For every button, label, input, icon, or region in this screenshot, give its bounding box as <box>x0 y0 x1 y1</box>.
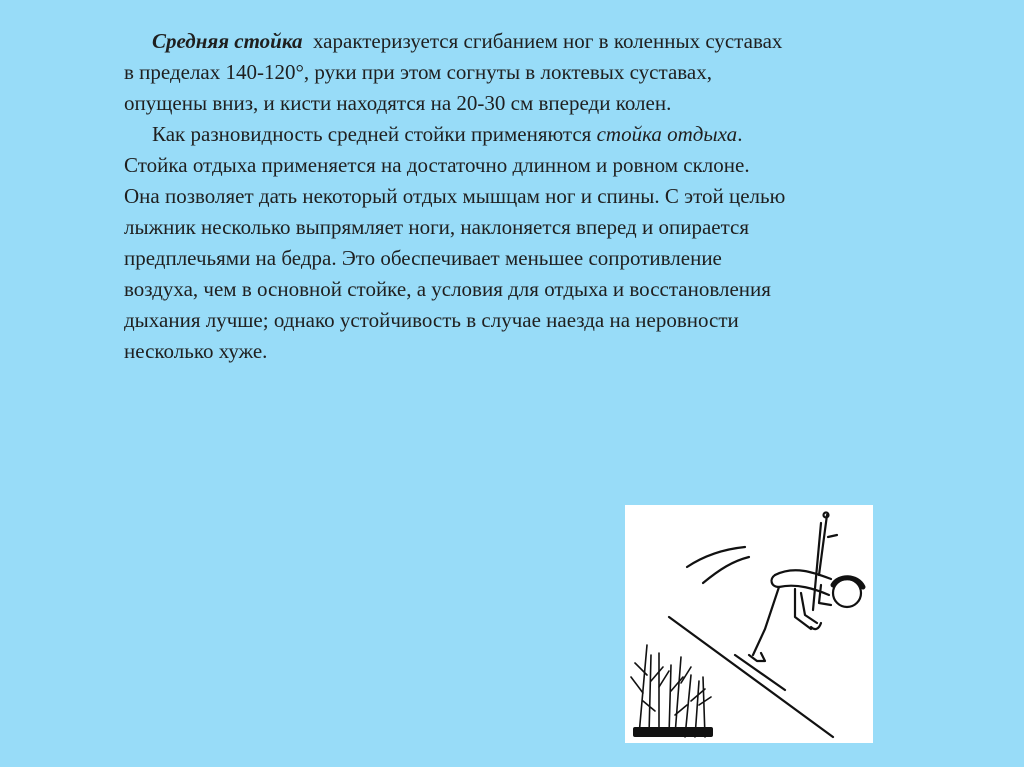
p2-line-3: лыжник несколько выпрямляет ноги, наклоняется вперед и опирается <box>124 215 750 239</box>
p2-line-2: Она позволяет дать некоторый отдых мышцам ног и спины. С этой целью <box>124 184 786 208</box>
p2-line-6: дыхания лучше; однако устойчивость в случае наезда на неровности <box>124 308 739 332</box>
p1-line-1: характеризуется сгибанием ног в коленных суставах <box>312 29 783 53</box>
paragraph-1 <box>124 26 924 119</box>
p1-line-2: в пределах 140-120°, руки при этом согнуты в локтевых суставах, <box>124 60 712 84</box>
paragraph-2 <box>124 119 924 367</box>
p2-line-7: несколько хуже. <box>124 339 268 363</box>
p2-line-4: предплечьями на бедра. Это обеспечивает меньшее сопротивление <box>124 246 722 270</box>
p1-line-3: опущены вниз, и кисти находятся на 20-30 см впереди колен. <box>124 91 672 115</box>
term-rest-stance: стойка отдыха <box>596 122 738 146</box>
p2-lead: Как разновидность средней стойки применяются <box>152 122 592 146</box>
p2-line-5: воздуха, чем в основной стойке, а условия для отдыха и восстановления <box>124 277 771 301</box>
term-medium-stance: Средняя стойка <box>152 29 303 53</box>
p2-line-1: Стойка отдыха применяется на достаточно длинном и ровном склоне. <box>124 153 750 177</box>
skier-rest-stance-icon <box>625 505 873 743</box>
skier-figure <box>625 505 873 743</box>
p2-term-end: . <box>737 122 743 146</box>
text-block <box>124 26 924 367</box>
